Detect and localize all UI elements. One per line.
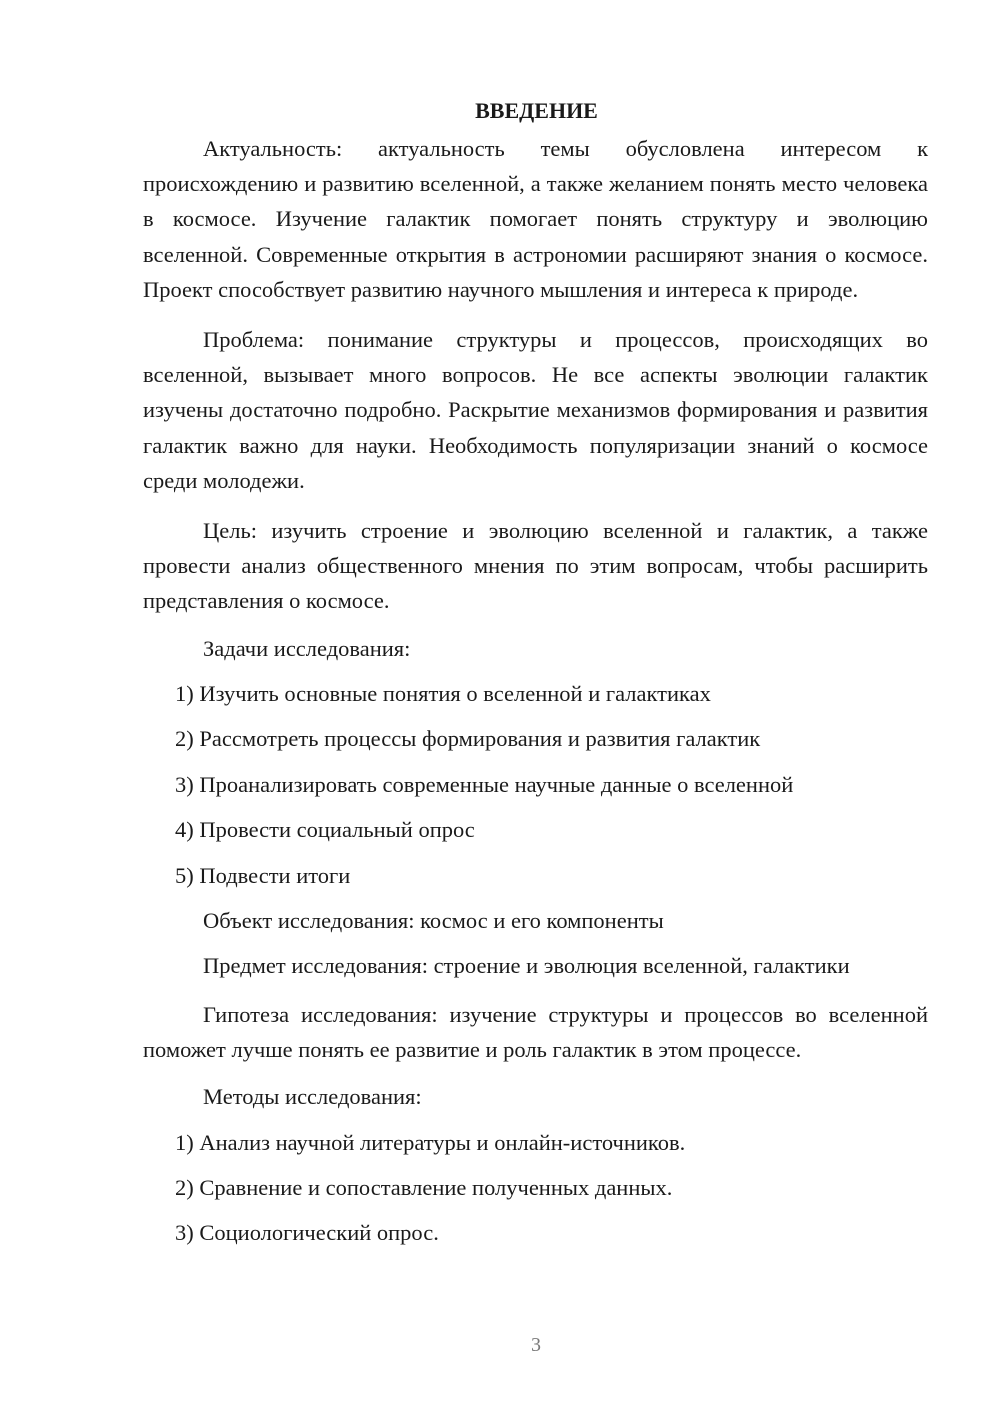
task-item-2: 2) Рассмотреть процессы формирования и развития галактик xyxy=(175,726,761,752)
methods-heading: Методы исследования: xyxy=(203,1084,422,1110)
method-item-1: 1) Анализ научной литературы и онлайн-источников. xyxy=(175,1129,686,1155)
problem-paragraph: Проблема: понимание структуры и процессов, происходящих во вселенной, вызывает много вопросов. Не все аспекты эволюции галактик изучены достаточно подробно. Раскрытие механизмов формирования и развития галактик важно для науки. Необходимость популяризации знаний о космосе среди молодежи. xyxy=(143,327,928,493)
page-number: 3 xyxy=(531,1334,541,1356)
task-item-4: 4) Провести социальный опрос xyxy=(175,817,475,843)
task-item-1: 1) Изучить основные понятия о вселенной и галактиках xyxy=(175,681,711,707)
method-item-2: 2) Сравнение и сопоставление полученных данных. xyxy=(175,1174,673,1200)
subject-line: Предмет исследования: строение и эволюция вселенной, галактики xyxy=(203,953,850,979)
relevance-paragraph: Актуальность: актуальность темы обусловлена интересом к происхождению и развитию вселенной, а также желанием понять место человека в космосе. Изучение галактик помогает понять структуру и эволюцию вселенной. Современные открытия в астрономии расширяют знания о космосе. Проект способствует развитию научного мышления и интереса к природе. xyxy=(143,136,928,302)
tasks-heading: Задачи исследования: xyxy=(203,635,411,661)
method-item-3: 3) Социологический опрос. xyxy=(175,1220,439,1246)
page-content xyxy=(143,96,928,1264)
task-item-5: 5) Подвести итоги xyxy=(175,862,351,888)
object-line: Объект исследования: космос и его компоненты xyxy=(203,907,664,933)
hypothesis-paragraph: Гипотеза исследования: изучение структуры и процессов во вселенной поможет лучше понять ее развитие и роль галактик в этом процессе. xyxy=(143,1001,928,1062)
section-title: ВВЕДЕНИЕ xyxy=(475,98,598,123)
task-item-3: 3) Проанализировать современные научные данные о вселенной xyxy=(175,771,794,797)
goal-paragraph: Цель: изучить строение и эволюцию вселенной и галактик, а также провести анализ общественного мнения по этим вопросам, чтобы расширить представления о космосе. xyxy=(143,518,928,614)
